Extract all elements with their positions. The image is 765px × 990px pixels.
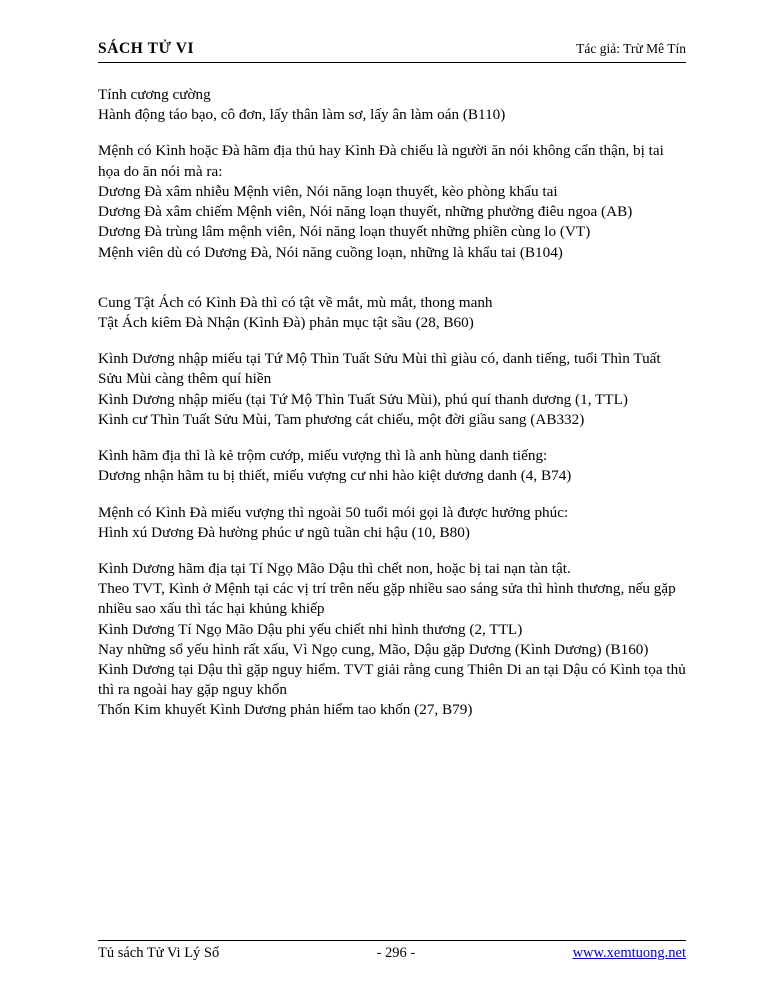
- text-line: Mệnh viên dù có Dương Đà, Nói năng cuồng loạn, những là khẩu tai (B104): [98, 243, 563, 261]
- paragraph-block: [98, 141, 686, 262]
- text-line: Kình Dương nhập miếu (tại Tứ Mộ Thìn Tuất Sửu Mùi), phú quí thanh dương (1, TTL): [98, 390, 628, 408]
- spacer: [98, 333, 686, 349]
- text-line: Mệnh có Kình hoặc Đà hãm địa thủ hay Kình Đà chiếu là người ăn nói không cẩn thận, bị tai họa do ăn nói mà ra:: [98, 142, 664, 180]
- spacer: [98, 125, 686, 141]
- text-line: Dương Đà xâm chiếm Mệnh viên, Nói năng loạn thuyết, những phường điêu ngoa (AB): [98, 203, 633, 221]
- text-line: Cung Tật Ách có Kình Đà thì có tật về mắt, mù mắt, thong manh: [98, 293, 493, 311]
- spacer: [98, 487, 686, 503]
- book-title: SÁCH TỬ VI: [98, 40, 195, 57]
- text-line: Tật Ách kiêm Đà Nhận (Kình Đà) phản mục tật sầu (28, B60): [98, 313, 474, 331]
- text-line: Nay những số yếu hình rất xấu, Vì Ngọ cung, Mão, Dậu gặp Dương (Kình Dương) (B160): [98, 640, 649, 658]
- text-line: Kình Dương tại Dậu thì gặp nguy hiểm. TVT giải rằng cung Thiên Di an tại Dậu có Kình tọa thủ thì ra ngoài hay gặp nguy khốn: [98, 661, 686, 699]
- page-footer: [98, 940, 686, 962]
- spacer: [98, 430, 686, 446]
- paragraph-block: [98, 293, 686, 333]
- page-number: - 296 -: [376, 945, 416, 961]
- paragraph-block: [98, 503, 686, 543]
- text-line: Kình Dương Tí Ngọ Mão Dậu phi yếu chiết nhi hình thương (2, TTL): [98, 620, 523, 638]
- paragraph-block: [98, 85, 686, 125]
- text-line: Thốn Kim khuyết Kình Dương phản hiểm tao khốn (27, B79): [98, 701, 473, 719]
- text-line: Kình Dương hãm địa tại Tí Ngọ Mão Dậu thì chết non, hoặc bị tai nạn tàn tật.: [98, 559, 571, 577]
- text-line: Dương Đà xâm nhiễu Mệnh viên, Nói năng loạn thuyết, kèo phòng khẩu tai: [98, 182, 558, 200]
- page-header: [98, 40, 686, 63]
- paragraph-block: [98, 559, 686, 721]
- paragraph-block: [98, 349, 686, 430]
- footer-link[interactable]: www.xemtuong.net: [572, 945, 686, 961]
- spacer: [98, 543, 686, 559]
- text-line: Dương nhận hãm tu bị thiết, miếu vượng cư nhi hào kiệt dương danh (4, B74): [98, 467, 572, 485]
- text-line: Mệnh có Kình Đà miếu vượng thì ngoài 50 tuổi mói gọi là được hưởng phúc:: [98, 503, 569, 521]
- text-line: Kình Dương nhập miếu tại Tứ Mộ Thìn Tuất Sửu Mùi thì giàu có, danh tiếng, tuổi Thìn Tuất Sửu Mùi càng thêm quí hiền: [98, 350, 661, 388]
- text-line: Tính cương cường: [98, 86, 211, 103]
- page-body: [98, 85, 686, 721]
- text-line: Kình cư Thìn Tuất Sửu Mùi, Tam phương cát chiếu, một đời giầu sang (AB332): [98, 410, 585, 428]
- footer-source: Tủ sách Tử Vi Lý Số: [98, 945, 220, 961]
- text-line: Hình xú Dương Đà hường phúc ư ngũ tuần chi hậu (10, B80): [98, 523, 470, 541]
- text-line: Hành động táo bạo, cô đơn, lấy thân làm sơ, lấy ân làm oán (B110): [98, 106, 506, 124]
- text-line: Dương Đà trùng lâm mệnh viên, Nói năng loạn thuyết những phiền cùng lo (VT): [98, 223, 591, 241]
- spacer: [98, 263, 686, 293]
- paragraph-block: [98, 446, 686, 486]
- text-line: Kình hãm địa thì là kẻ trộm cướp, miếu vượng thì là anh hùng danh tiếng:: [98, 447, 548, 465]
- text-line: Theo TVT, Kình ở Mệnh tại các vị trí trên nếu gặp nhiều sao sáng sửa thì hình thương, nếu gặp nhiều sao xấu thì tác hại khủng khiếp: [98, 580, 676, 618]
- author-line: Tác giả: Trừ Mê Tín: [576, 41, 686, 56]
